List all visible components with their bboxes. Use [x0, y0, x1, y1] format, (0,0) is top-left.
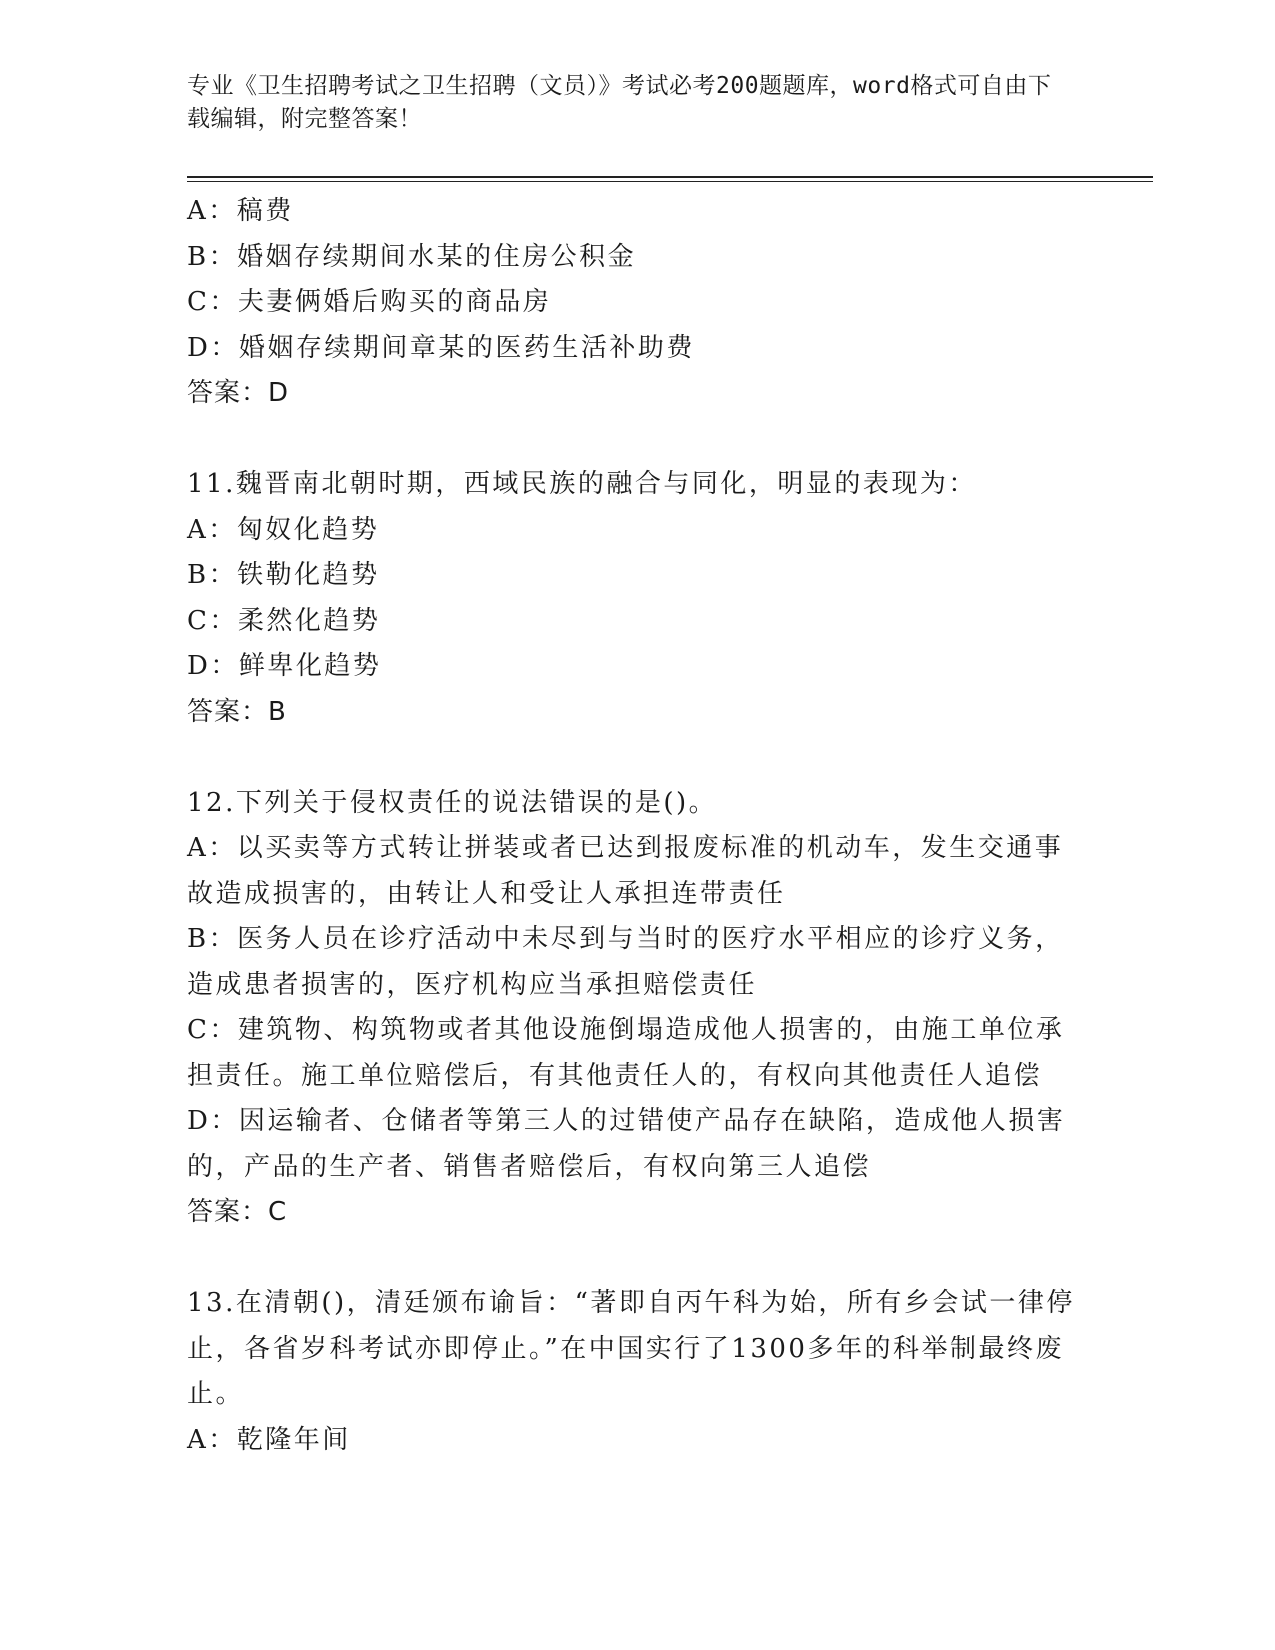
option-b: B：医务人员在诊疗活动中未尽到与当时的医疗水平相应的诊疗义务，造成患者损害的，医疗机构应当承担赔偿责任 — [187, 924, 1064, 1000]
question-stem: 12.下列关于侵权责任的说法错误的是()。 — [187, 787, 718, 818]
question-11 — [187, 462, 1077, 735]
option-a: A：匈奴化趋势 — [187, 514, 380, 545]
option-d: D：婚姻存续期间章某的医药生活补助费 — [187, 332, 695, 363]
question-list — [187, 189, 1077, 1463]
question-10-continued — [187, 189, 1077, 417]
spacer — [187, 735, 1077, 781]
option-d: D：因运输者、仓储者等第三人的过错使产品存在缺陷，造成他人损害的，产品的生产者、销售者赔偿后，有权向第三人追偿 — [187, 1106, 1066, 1182]
option-c: C：建筑物、构筑物或者其他设施倒塌造成他人损害的，由施工单位承担责任。施工单位赔偿后，有其他责任人的，有权向其他责任人追偿 — [187, 1015, 1065, 1091]
header-divider-thin — [187, 181, 1153, 182]
question-stem: 13.在清朝()，清廷颁布谕旨：“著即自丙午科为始，所有乡会试一律停止，各省岁科考试亦即停止。”在中国实行了1300多年的科举制最终废止。 — [187, 1288, 1075, 1409]
option-c: C：夫妻俩婚后购买的商品房 — [187, 287, 552, 317]
question-12 — [187, 781, 1077, 1236]
option-d: D：鲜卑化趋势 — [187, 651, 382, 681]
option-a: A：乾隆年间 — [187, 1424, 351, 1455]
question-stem: 11.魏晋南北朝时期，西域民族的融合与同化，明显的表现为： — [187, 469, 977, 499]
answer: 答案：B — [187, 696, 287, 727]
header-divider-thick — [187, 176, 1153, 178]
answer: 答案：C — [187, 1197, 288, 1227]
option-c: C：柔然化趋势 — [187, 605, 381, 636]
answer: 答案：D — [187, 378, 290, 408]
option-b: B：铁勒化趋势 — [187, 560, 380, 590]
option-a: A：稿费 — [187, 196, 294, 226]
spacer — [187, 1236, 1077, 1282]
option-a: A：以买卖等方式转让拼装或者已达到报废标准的机动车，发生交通事故造成损害的，由转让人和受让人承担连带责任 — [187, 833, 1064, 909]
option-b: B：婚姻存续期间水某的住房公积金 — [187, 241, 637, 272]
spacer — [187, 417, 1077, 463]
question-13 — [187, 1281, 1077, 1463]
document-header: 专业《卫生招聘考试之卫生招聘（文员）》考试必考200题题库，word格式可自由下载编辑，附完整答案！ — [187, 73, 1052, 132]
